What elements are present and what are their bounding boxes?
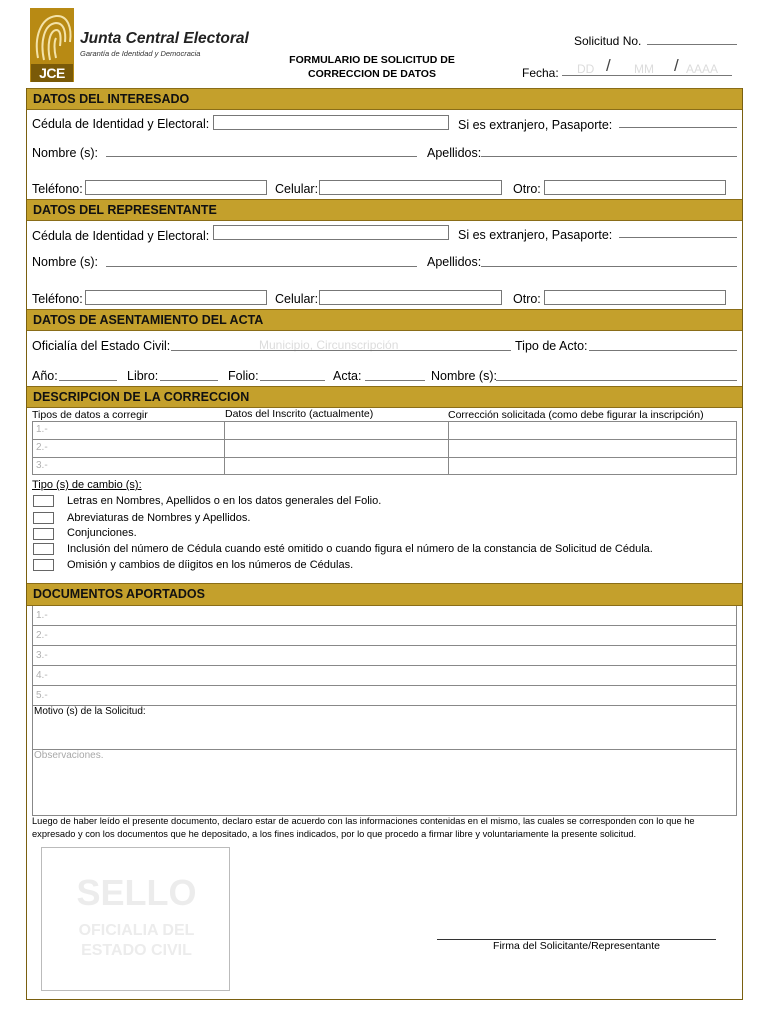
correccion-row-number: 3.- (36, 460, 48, 471)
sello-title: SELLO (76, 872, 197, 913)
documento-row-number: 1.- (36, 610, 48, 621)
interesado-apellidos-label: Apellidos: (427, 146, 482, 160)
representante-otro-label: Otro: (513, 292, 541, 306)
option-label: Inclusión del número de Cédula cuando esté omitido o cuando figura el número de la constancia de Solicitud de Cédula. (67, 543, 653, 555)
acta-libro-label: Libro: (127, 369, 159, 383)
logo-text: JCE (31, 64, 73, 82)
logo (30, 8, 74, 82)
fecha-dd: DD (577, 62, 595, 76)
interesado-nombres-input[interactable] (106, 156, 417, 157)
option-checkbox[interactable] (33, 543, 54, 555)
col-tipos-header: Tipos de datos a corregir (32, 409, 148, 421)
correccion-row[interactable] (33, 440, 736, 456)
representante-telefono-label: Teléfono: (32, 292, 83, 306)
option-checkbox[interactable] (33, 559, 54, 571)
documento-row[interactable] (33, 687, 736, 705)
representante-apellidos-input[interactable] (481, 266, 737, 267)
representante-cedula-label: Cédula de Identidad y Electoral: (32, 229, 210, 243)
acta-ano-label: Año: (32, 369, 58, 383)
correccion-row-number: 1.- (36, 424, 48, 435)
acta-oficialia-placeholder: Municipio, Circunscripción (259, 338, 399, 352)
option-label: Letras en Nombres, Apellidos o en los datos generales del Folio. (67, 495, 382, 507)
tipos-cambio-label: Tipo (s) de cambio (s): (32, 479, 142, 491)
motivo-field[interactable] (33, 706, 736, 748)
acta-ano-input[interactable] (59, 380, 117, 381)
interesado-otro-input[interactable] (544, 180, 726, 195)
interesado-otro-label: Otro: (513, 182, 541, 196)
form-title-line-2: CORRECCION DE DATOS (308, 68, 436, 80)
option-checkbox[interactable] (33, 528, 54, 540)
representante-celular-label: Celular: (275, 292, 319, 306)
representante-cedula-input[interactable] (213, 225, 449, 240)
acta-tipo-acto-input[interactable] (589, 350, 737, 351)
acta-folio-input[interactable] (260, 380, 325, 381)
sello-box (41, 847, 230, 991)
fecha-label: Fecha: (522, 66, 559, 80)
section-documentos-header: DOCUMENTOS APORTADOS (27, 583, 742, 606)
motivo-label: Motivo (s) de la Solicitud: (34, 706, 146, 717)
interesado-nombres-label: Nombre (s): (32, 146, 98, 160)
solicitud-field[interactable] (647, 44, 737, 45)
acta-acta-label: Acta: (333, 369, 362, 383)
documento-row-number: 3.- (36, 650, 48, 661)
representante-pasaporte-label: Si es extranjero, Pasaporte: (458, 228, 613, 242)
fecha-aaaa: AAAA (686, 62, 719, 76)
acta-oficialia-input[interactable] (171, 336, 511, 352)
interesado-cedula-label: Cédula de Identidad y Electoral: (32, 117, 210, 131)
documento-row[interactable] (33, 607, 736, 625)
interesado-telefono-input[interactable] (85, 180, 267, 195)
option-checkbox[interactable] (33, 495, 54, 507)
interesado-celular-input[interactable] (319, 180, 502, 195)
interesado-pasaporte-label: Si es extranjero, Pasaporte: (458, 118, 613, 132)
observaciones-field[interactable] (33, 750, 736, 814)
representante-pasaporte-input[interactable] (619, 237, 737, 238)
sello-line-2: ESTADO CIVIL (81, 942, 192, 959)
documento-row-number: 2.- (36, 630, 48, 641)
option-label: Omisión y cambios de díigitos en los números de Cédulas. (67, 559, 354, 571)
col-correccion-header: Corrección solicitada (como debe figurar la inscripción) (448, 409, 704, 421)
acta-folio-label: Folio: (228, 369, 259, 383)
col-inscrito-header: Datos del Inscrito (actualmente) (225, 408, 374, 420)
correccion-row[interactable] (33, 458, 736, 474)
firma-label: Firma del Solicitante/Representante (493, 940, 660, 952)
section-acta-header: DATOS DE ASENTAMIENTO DEL ACTA (27, 309, 742, 331)
fecha-sep-1: / (606, 56, 611, 75)
representante-celular-input[interactable] (319, 290, 502, 305)
representante-nombres-input[interactable] (106, 266, 417, 267)
acta-acta-input[interactable] (365, 380, 425, 381)
interesado-pasaporte-input[interactable] (619, 127, 737, 128)
section-interesado-header: DATOS DEL INTERESADO (27, 88, 742, 110)
section-correccion-header: DESCRIPCION DE LA CORRECCION (27, 386, 742, 408)
correccion-row[interactable] (33, 422, 736, 438)
acta-oficialia-label: Oficialía del Estado Civil: (32, 339, 171, 353)
fecha-sep-2: / (674, 56, 679, 75)
representante-telefono-input[interactable] (85, 290, 267, 305)
acta-nombre-label: Nombre (s): (431, 369, 497, 383)
interesado-cedula-input[interactable] (213, 115, 449, 130)
documento-row[interactable] (33, 667, 736, 685)
acta-nombre-input[interactable] (496, 380, 737, 381)
observaciones-label: Observaciones. (34, 750, 104, 761)
acta-libro-input[interactable] (160, 380, 218, 381)
acta-tipo-acto-label: Tipo de Acto: (515, 339, 588, 353)
fecha-mm: MM (634, 62, 654, 76)
representante-nombres-label: Nombre (s): (32, 255, 98, 269)
org-tagline: Garantía de Identidad y Democracia (80, 49, 201, 58)
form-title-line-1: FORMULARIO DE SOLICITUD DE (289, 54, 455, 66)
correccion-row-number: 2.- (36, 442, 48, 453)
fecha-field[interactable] (562, 58, 732, 78)
documento-row-number: 4.- (36, 670, 48, 681)
interesado-telefono-label: Teléfono: (32, 182, 83, 196)
interesado-apellidos-input[interactable] (481, 156, 737, 157)
documento-row[interactable] (33, 627, 736, 645)
documento-row-number: 5.- (36, 690, 48, 701)
declaracion-text: Luego de haber leído el presente documento, declaro estar de acuerdo con las informaciones contenidas en el mismo, las cuales se corresponden con lo que he expresado y con los documentos que he depositado, a los fines indicados, por lo que procedo a firmar libre y voluntariamente la presente solicitud. (32, 816, 695, 839)
solicitud-label: Solicitud No. (574, 34, 642, 48)
section-representante-header: DATOS DEL REPRESENTANTE (27, 199, 742, 221)
option-label: Conjunciones. (67, 527, 137, 539)
representante-apellidos-label: Apellidos: (427, 255, 482, 269)
option-checkbox[interactable] (33, 512, 54, 524)
org-name: Junta Central Electoral (80, 30, 249, 47)
interesado-celular-label: Celular: (275, 182, 319, 196)
representante-otro-input[interactable] (544, 290, 726, 305)
fingerprint-icon (30, 8, 74, 64)
documento-row[interactable] (33, 647, 736, 665)
option-label: Abreviaturas de Nombres y Apellidos. (67, 512, 251, 524)
sello-line-1: OFICIALIA DEL (78, 922, 195, 939)
